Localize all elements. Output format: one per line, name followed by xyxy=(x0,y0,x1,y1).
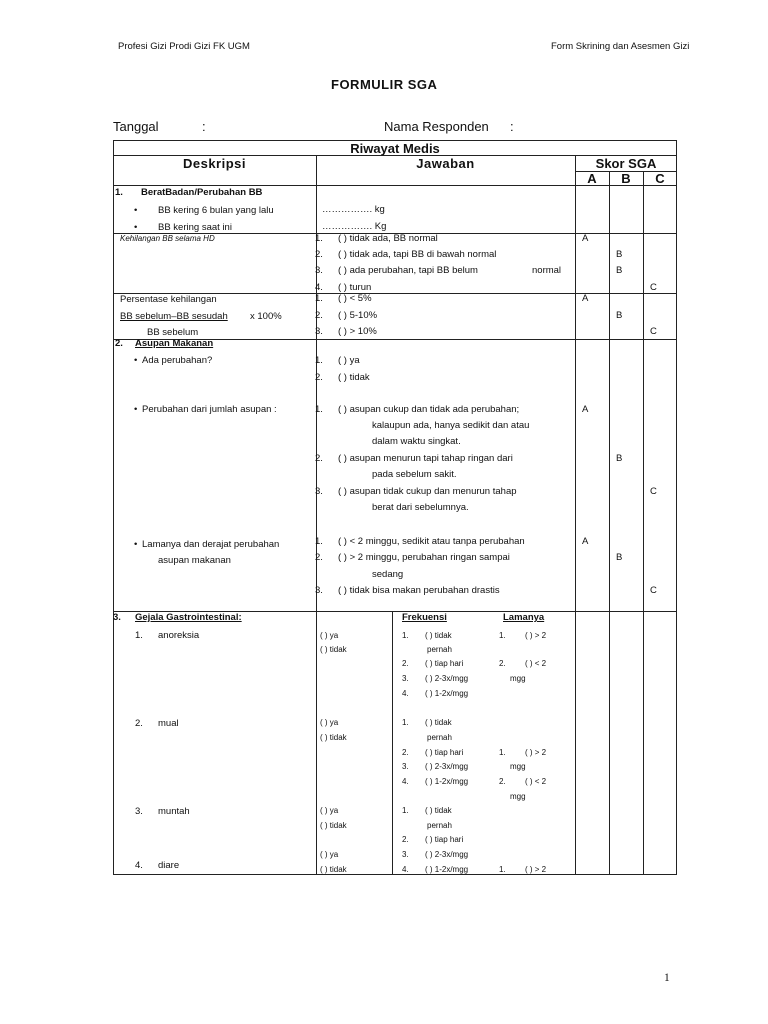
mual-ya[interactable]: ( ) ya xyxy=(320,718,339,727)
skor-sga-heading: Skor SGA xyxy=(595,156,657,171)
lamanya-score-a: A xyxy=(582,536,589,547)
section3-number: 3. xyxy=(113,612,121,623)
hd-option-num: 3. xyxy=(315,265,323,276)
hd-option-3-cont: normal xyxy=(532,265,562,276)
option-num: 3. xyxy=(315,486,323,497)
asupan-option-3-line2: berat dari sebelumnya. xyxy=(372,502,469,513)
skor-a-heading: A xyxy=(587,171,597,186)
symptom-anoreksia: anoreksia xyxy=(158,630,200,641)
hd-option-1[interactable]: ( ) tidak ada, BB normal xyxy=(338,233,438,244)
formula-numerator: BB sebelum–BB sesudah xyxy=(120,311,228,322)
asupan-score-a: A xyxy=(582,404,589,415)
deskripsi-heading: Deskripsi xyxy=(182,156,247,171)
pct-option-3[interactable]: ( ) > 10% xyxy=(338,326,377,337)
asupan-option-1-line3: dalam waktu singkat. xyxy=(372,436,461,447)
skor-b-heading: B xyxy=(621,171,631,186)
pct-score-b: B xyxy=(616,310,623,321)
option-num: 3. xyxy=(315,585,323,596)
frekuensi-heading: Frekuensi xyxy=(402,612,447,623)
frek-num: 3. xyxy=(402,762,409,771)
tanggal-colon: : xyxy=(202,119,206,134)
anoreksia-frek-4[interactable]: ( ) 1-2x/mgg xyxy=(425,689,469,698)
hd-score-c: C xyxy=(650,282,657,293)
pct-option-num: 2. xyxy=(315,310,323,321)
lama-num: 2. xyxy=(499,659,506,668)
frek-num: 4. xyxy=(402,777,409,786)
lamanya-label-line2: asupan makanan xyxy=(158,555,231,566)
lamanya-score-b: B xyxy=(616,552,623,563)
lamanya-option-1[interactable]: ( ) < 2 minggu, sedikit atau tanpa perubahan xyxy=(338,536,525,547)
bb-6-bulan-label: BB kering 6 bulan yang lalu xyxy=(158,205,274,216)
mual-frek-4[interactable]: ( ) 1-2x/mgg xyxy=(425,777,469,786)
jawaban-heading: Jawaban xyxy=(416,156,475,171)
anoreksia-lama-1[interactable]: ( ) > 2 xyxy=(525,631,547,640)
nama-colon: : xyxy=(510,119,514,134)
symptom-number: 3. xyxy=(135,806,143,817)
option-num: 1. xyxy=(315,355,323,366)
asupan-score-b: B xyxy=(616,453,623,464)
hd-score-b: B xyxy=(616,249,623,260)
diare-ya[interactable]: ( ) ya xyxy=(320,850,339,859)
header-left: Profesi Gizi Prodi Gizi FK UGM xyxy=(118,41,250,52)
muntah-frek-2[interactable]: ( ) tiap hari xyxy=(425,835,464,844)
bb-saat-ini-label: BB kering saat ini xyxy=(158,222,232,233)
mual-frek-1-cont: pernah xyxy=(427,733,452,742)
kehilangan-hd-label: Kehilangan BB selama HD xyxy=(120,234,215,243)
page-title: FORMULIR SGA xyxy=(331,77,438,92)
mual-lama-2[interactable]: ( ) < 2 xyxy=(525,777,547,786)
pct-score-c: C xyxy=(650,326,657,337)
bullet-icon: • xyxy=(134,404,138,415)
bullet-icon: • xyxy=(134,222,138,233)
bullet-icon: • xyxy=(134,539,138,550)
lamanya-option-3[interactable]: ( ) tidak bisa makan perubahan drastis xyxy=(338,585,500,596)
option-num: 1. xyxy=(315,404,323,415)
riwayat-medis-heading: Riwayat Medis xyxy=(350,141,440,156)
tanggal-label: Tanggal xyxy=(113,119,159,134)
ada-perubahan-label: Ada perubahan? xyxy=(142,355,213,366)
section1-title: BeratBadan/Perubahan BB xyxy=(141,187,263,198)
persentase-label: Persentase kehilangan xyxy=(120,294,217,305)
formula-denominator: BB sebelum xyxy=(147,327,199,338)
option-num: 2. xyxy=(315,453,323,464)
hd-score-b: B xyxy=(616,265,623,276)
ada-perubahan-tidak[interactable]: ( ) tidak xyxy=(338,372,370,383)
anoreksia-frek-3[interactable]: ( ) 2-3x/mgg xyxy=(425,674,469,683)
pct-option-num: 3. xyxy=(315,326,323,337)
hd-option-num: 4. xyxy=(315,282,323,293)
muntah-tidak[interactable]: ( ) tidak xyxy=(320,821,347,830)
mual-tidak[interactable]: ( ) tidak xyxy=(320,733,347,742)
nama-label: Nama Responden xyxy=(384,119,489,134)
page-number: 1 xyxy=(664,972,670,984)
mual-frek-3[interactable]: ( ) 2-3x/mgg xyxy=(425,762,469,771)
hd-option-2[interactable]: ( ) tidak ada, tapi BB di bawah normal xyxy=(338,249,497,260)
lama-num: 1. xyxy=(499,631,506,640)
symptom-mual: mual xyxy=(158,718,179,729)
lamanya-score-c: C xyxy=(650,585,657,596)
frek-num: 1. xyxy=(402,806,409,815)
lama-num: 1. xyxy=(499,748,506,757)
symptom-number: 2. xyxy=(135,718,143,729)
diare-lama-1[interactable]: ( ) > 2 xyxy=(525,865,547,874)
anoreksia-tidak[interactable]: ( ) tidak xyxy=(320,645,347,654)
diare-frek-4[interactable]: ( ) 1-2x/mgg xyxy=(425,865,469,874)
lamanya-label: Lamanya dan derajat perubahan xyxy=(142,539,280,550)
symptom-number: 1. xyxy=(135,630,143,641)
section2-title: Asupan Makanan xyxy=(135,338,214,349)
option-num: 1. xyxy=(315,536,323,547)
mual-frek-1[interactable]: ( ) tidak xyxy=(425,718,452,727)
frek-num: 2. xyxy=(402,748,409,757)
pct-option-2[interactable]: ( ) 5-10% xyxy=(338,310,378,321)
bullet-icon: • xyxy=(134,355,138,366)
hd-option-num: 1. xyxy=(315,233,323,244)
symptom-number: 4. xyxy=(135,860,143,871)
section1-number: 1. xyxy=(115,187,123,198)
frek-num: 3. xyxy=(402,674,409,683)
anoreksia-lama-2[interactable]: ( ) < 2 xyxy=(525,659,547,668)
hd-score-a: A xyxy=(582,233,589,244)
lama-num: 1. xyxy=(499,865,506,874)
header-right: Form Skrining dan Asesmen Gizi xyxy=(551,41,690,52)
asupan-option-1[interactable]: ( ) asupan cukup dan tidak ada perubahan; xyxy=(338,404,520,415)
frek-num: 1. xyxy=(402,718,409,727)
lamanya-heading: Lamanya xyxy=(503,612,545,623)
frek-num: 2. xyxy=(402,835,409,844)
muntah-frek-1-cont: pernah xyxy=(427,821,452,830)
pct-option-1[interactable]: ( ) < 5% xyxy=(338,293,372,304)
mual-lama-1[interactable]: ( ) > 2 xyxy=(525,748,547,757)
asupan-option-3[interactable]: ( ) asupan tidak cukup dan menurun tahap xyxy=(338,486,517,497)
mual-lama-1-cont: mgg xyxy=(510,762,526,771)
anoreksia-frek-2[interactable]: ( ) tiap hari xyxy=(425,659,464,668)
symptom-muntah: muntah xyxy=(158,806,190,817)
formula-multiplier: x 100% xyxy=(250,311,282,322)
mual-lama-2-cont: mgg xyxy=(510,792,526,801)
asupan-option-2-line2: pada sebelum sakit. xyxy=(372,469,457,480)
symptom-diare: diare xyxy=(158,860,180,871)
bb-6-bulan-field[interactable]: ……………. kg xyxy=(322,204,385,215)
muntah-ya[interactable]: ( ) ya xyxy=(320,806,339,815)
bullet-icon: • xyxy=(134,205,138,216)
asupan-option-2[interactable]: ( ) asupan menurun tapi tahap ringan dari xyxy=(338,453,513,464)
anoreksia-frek-1-cont: pernah xyxy=(427,645,452,654)
ada-perubahan-ya[interactable]: ( ) ya xyxy=(338,355,360,366)
skor-c-heading: C xyxy=(655,171,665,186)
hd-option-3[interactable]: ( ) ada perubahan, tapi BB belum xyxy=(338,265,478,276)
asupan-score-c: C xyxy=(650,486,657,497)
frek-num: 1. xyxy=(402,631,409,640)
perubahan-jumlah-label: Perubahan dari jumlah asupan : xyxy=(142,404,277,415)
pct-option-num: 1. xyxy=(315,293,323,304)
lama-num: 2. xyxy=(499,777,506,786)
hd-option-num: 2. xyxy=(315,249,323,260)
pct-score-a: A xyxy=(582,293,589,304)
frek-num: 3. xyxy=(402,850,409,859)
frek-num: 2. xyxy=(402,659,409,668)
option-num: 2. xyxy=(315,552,323,563)
frek-num: 4. xyxy=(402,689,409,698)
diare-tidak[interactable]: ( ) tidak xyxy=(320,865,347,874)
bb-saat-ini-field[interactable]: ……………. Kg xyxy=(322,221,387,232)
anoreksia-lama-2-cont: mgg xyxy=(510,674,526,683)
mual-frek-2[interactable]: ( ) tiap hari xyxy=(425,748,464,757)
anoreksia-frek-1[interactable]: ( ) tidak xyxy=(425,631,452,640)
anoreksia-ya[interactable]: ( ) ya xyxy=(320,631,339,640)
asupan-option-1-line2: kalaupun ada, hanya sedikit dan atau xyxy=(372,420,530,431)
muntah-frek-1[interactable]: ( ) tidak xyxy=(425,806,452,815)
lamanya-option-2-line2: sedang xyxy=(372,569,404,580)
option-num: 2. xyxy=(315,372,323,383)
section3-title: Gejala Gastrointestinal: xyxy=(135,612,242,623)
hd-option-4[interactable]: ( ) turun xyxy=(338,282,372,293)
lamanya-option-2[interactable]: ( ) > 2 minggu, perubahan ringan sampai xyxy=(338,552,510,563)
muntah-frek-3[interactable]: ( ) 2-3x/mgg xyxy=(425,850,469,859)
frek-num: 4. xyxy=(402,865,409,874)
section2-number: 2. xyxy=(115,338,123,349)
